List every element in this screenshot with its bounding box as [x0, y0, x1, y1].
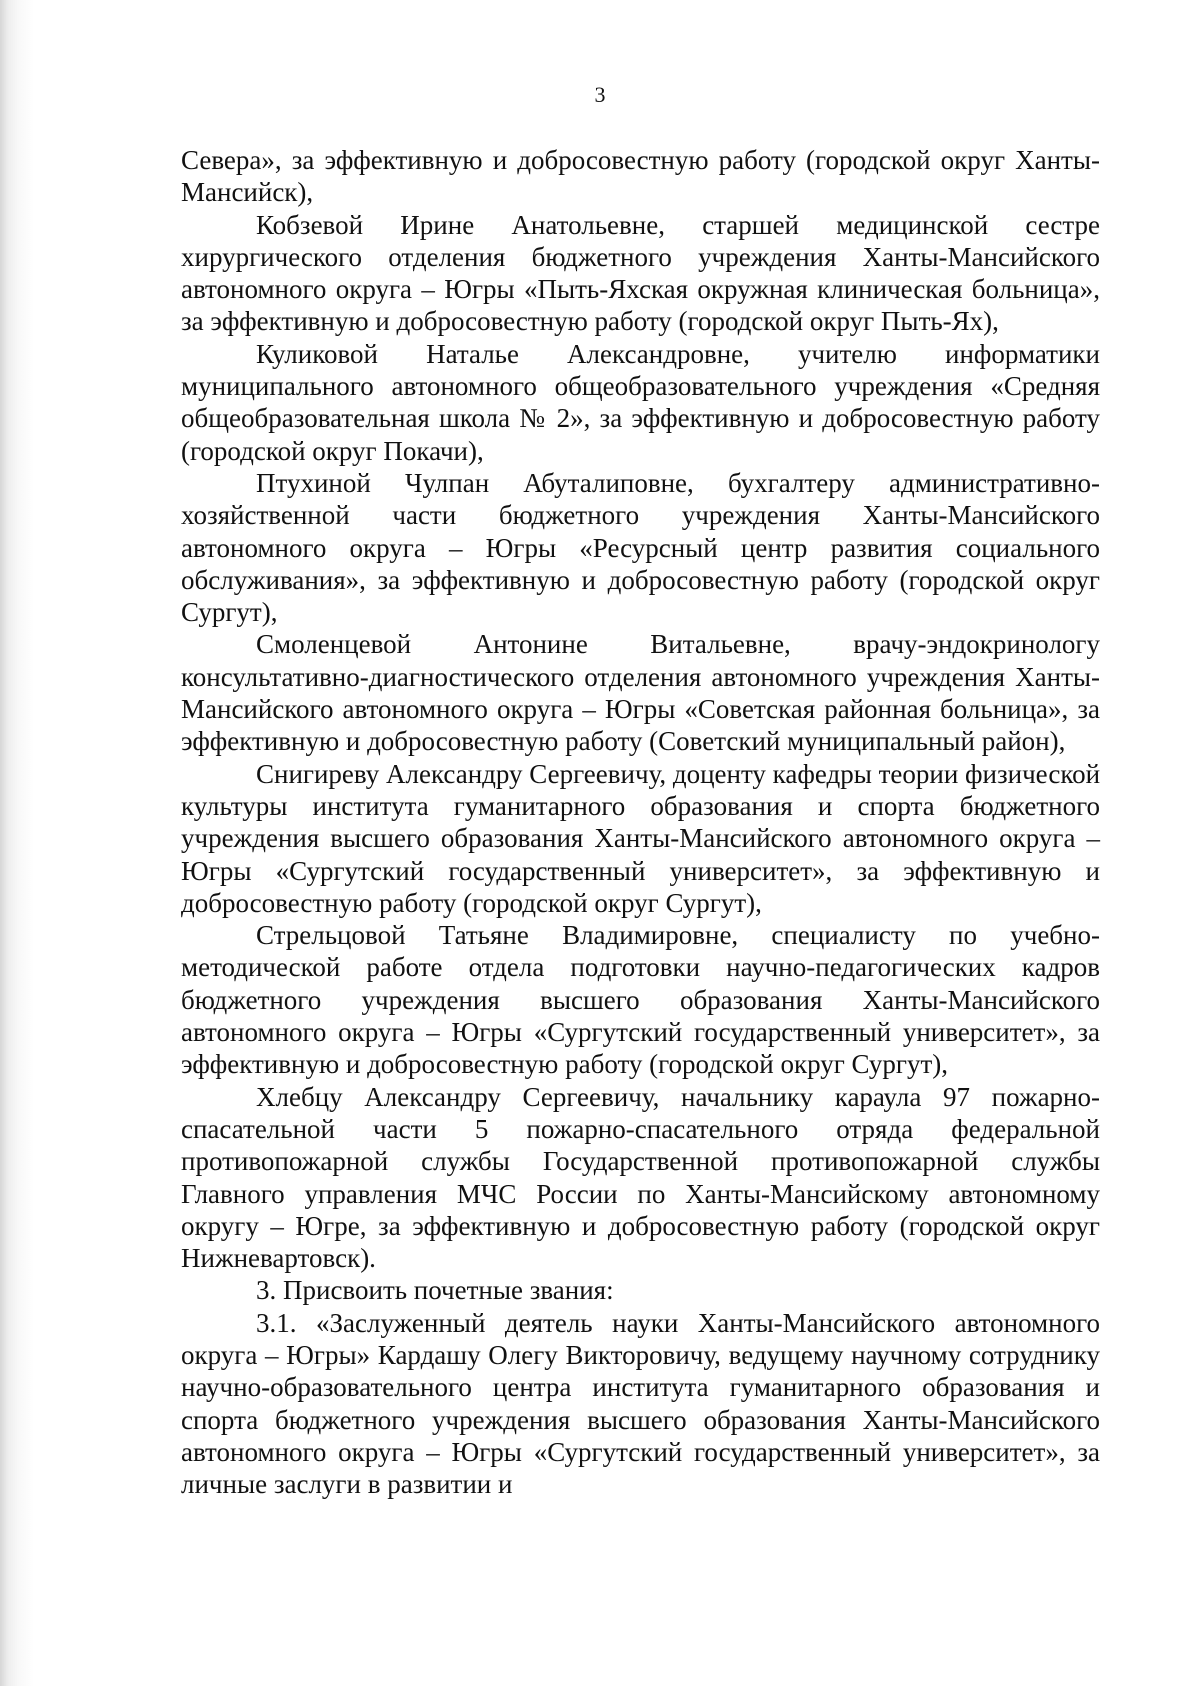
- page-number: 3: [594, 82, 606, 107]
- paragraph-khlebets: Хлебцу Александру Сергеевичу, начальнику караула 97 пожарно-спасательной части 5 пожарно-спасательного отряда федеральной противопожарной службы Государственной противопожарной службы Главного управления МЧС России по Ханты-Мансийскому автономному округу – Югре, за эффективную и добросовестную работу (городской округ Нижневартовск).: [181, 1081, 1100, 1274]
- paragraph-snigirev: Снигиреву Александру Сергеевичу, доценту кафедры теории физической культуры института гуманитарного образования и спорта бюджетного учреждения высшего образования Ханты-Мансийского автономного округа – Югры «Сургутский государственный университет», за эффективную и добросовестную работу (городской округ Сургут),: [181, 758, 1101, 918]
- paragraph-ptukhina: Птухиной Чулпан Абуталиповне, бухгалтеру административно-хозяйственной части бюджетного учреждения Ханты-Мансийского автономного округа – Югры «Ресурсный центр развития социального обслуживания», за эффективную и добросовестную работу (городской округ Сургут),: [181, 467, 1100, 628]
- paragraph-streltsova: Стрельцовой Татьяне Владимировне, специалисту по учебно-методической работе отдела подготовки научно-педагогических кадров бюджетного учреждения высшего образования Ханты-Мансийского автономного округа – Югры «Сургутский государственный университет», за эффективную и добросовестную работу (городской округ Сургут),: [181, 920, 1100, 1080]
- document-body: [181, 144, 1100, 1500]
- paragraph-smolentseva: Смоленцевой Антонине Витальевне, врачу-эндокринологу консультативно-диагностического отделения автономного учреждения Ханты-Мансийского автономного округа – Югры «Советская районная больница», за эффективную и добросовестную работу (Советский муниципальный район),: [181, 629, 1100, 757]
- paragraph-kobzeva: Кобзевой Ирине Анатольевне, старшей медицинской сестре хирургического отделения бюджетного учреждения Ханты-Мансийского автономного округа – Югры «Пыть-Яхская окружная клиническая больница», за эффективную и добросовестную работу (городской округ Пыть-Ях),: [181, 209, 1100, 337]
- paragraph-section-3: 3. Присвоить почетные звания:: [256, 1275, 614, 1306]
- paragraph-kulikova: Куликовой Наталье Александровне, учителю информатики муниципального автономного общеобразовательного учреждения «Средняя общеобразовательная школа № 2», за эффективную и добросовестную работу (городской округ Покачи),: [181, 338, 1100, 466]
- paragraph-section-3-1: 3.1. «Заслуженный деятель науки Ханты-Мансийского автономного округа – Югры» Кардашу Олегу Викторовичу, ведущему научному сотруднику научно-образовательного центра института гуманитарного образования и спорта бюджетного учреждения высшего образования Ханты-Мансийского автономного округа – Югры «Сургутский государственный университет», за личные заслуги в развитии и: [181, 1307, 1100, 1500]
- paragraph-continuation: Севера», за эффективную и добросовестную работу (городской округ Ханты-Мансийск),: [181, 145, 1100, 208]
